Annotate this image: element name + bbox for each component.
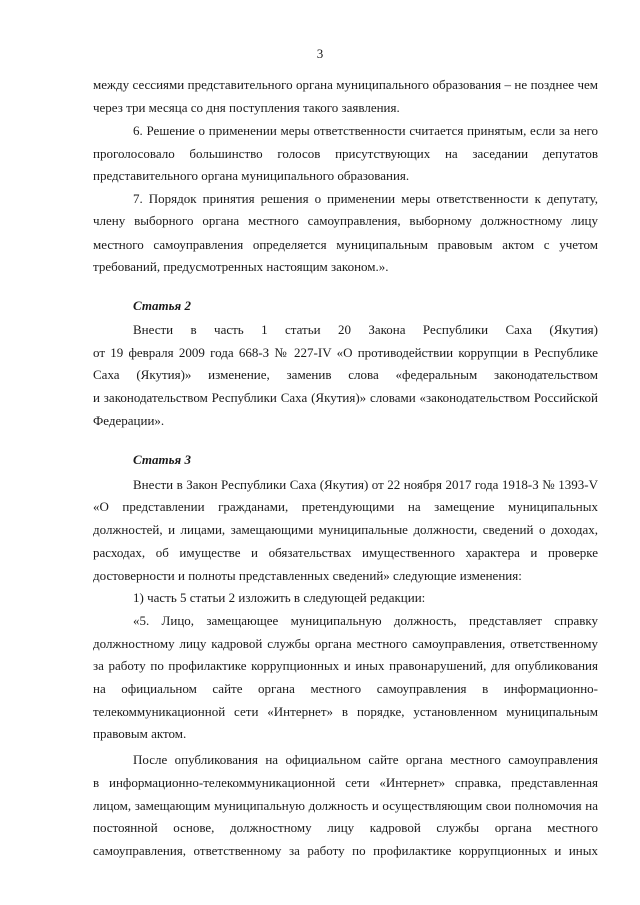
text-line: должностей, и лицами, замещающими муниципальные должности, сведений о доходах, bbox=[93, 522, 598, 537]
text-line: лицом, замещающим муниципальную должность и осуществляющим свои полномочия на bbox=[93, 798, 598, 813]
text-line: в информационно-телекоммуникационной сети «Интернет» справка, представленная bbox=[93, 775, 598, 790]
text-line: проголосовало большинство голосов присутствующих на заседании депутатов bbox=[93, 146, 598, 161]
text-line: достоверности и полноты представленных сведений» следующие изменения: bbox=[93, 568, 522, 583]
text-line: Внести в Закон Республики Саха (Якутия) от 22 ноября 2017 года 1918-З № 1393-V bbox=[133, 477, 598, 492]
text-line: представительного органа муниципального образования. bbox=[93, 168, 410, 183]
article-heading: Статья 3 bbox=[133, 452, 191, 467]
text-line: самоуправления, ответственному за работу по профилактике коррупционных и иных bbox=[93, 843, 598, 858]
text-line: После опубликования на официальном сайте органа местного самоуправления bbox=[133, 752, 598, 767]
text-line: телекоммуникационной сети «Интернет» в порядке, установленном муниципальным bbox=[93, 704, 598, 719]
text-line: «О представлении гражданами, претендующими на замещение муниципальных bbox=[93, 499, 598, 514]
text-line: члену выборного органа местного самоуправления, выборному должностному лицу bbox=[93, 213, 598, 228]
text-line: Федерации». bbox=[93, 413, 165, 428]
text-line: расходах, об имуществе и обязательствах имущественного характера и проверке bbox=[93, 545, 598, 560]
text-line: от 19 февраля 2009 года 668-З № 227-IV «О противодействии коррупции в Республике bbox=[93, 345, 598, 360]
text-line: должностному лицу кадровой службы органа местного самоуправления, ответственному bbox=[93, 636, 598, 651]
text-line: «5. Лицо, замещающее муниципальную должность, представляет справку bbox=[133, 613, 598, 628]
text-line: на официальном сайте органа местного самоуправления в информационно- bbox=[93, 681, 598, 696]
text-line: требований, предусмотренных настоящим законом.». bbox=[93, 259, 389, 274]
text-line: 6. Решение о применении меры ответственности считается принятым, если за него bbox=[133, 123, 598, 138]
text-line: через три месяца со дня поступления такого заявления. bbox=[93, 100, 400, 115]
page-number: 3 bbox=[316, 46, 324, 61]
text-line: между сессиями представительного органа муниципального образования – не позднее чем bbox=[93, 77, 598, 92]
text-line: за работу по профилактике коррупционных и иных правонарушений, для опубликования bbox=[93, 658, 598, 673]
text-line: 1) часть 5 статьи 2 изложить в следующей редакции: bbox=[133, 590, 426, 605]
article-heading: Статья 2 bbox=[133, 298, 191, 313]
text-line: и законодательством Республики Саха (Якутия)» словами «законодательством Российской bbox=[93, 390, 598, 405]
text-line: 7. Порядок принятия решения о применении меры ответственности к депутату, bbox=[133, 191, 598, 206]
text-line: постоянной основе, должностному лицу кадровой службы органа местного bbox=[93, 820, 598, 835]
text-line: Внести в часть 1 статьи 20 Закона Республики Саха (Якутия) bbox=[133, 322, 598, 337]
text-line: правовым актом. bbox=[93, 726, 187, 741]
text-line: Саха (Якутия)» изменение, заменив слова «федеральным законодательством bbox=[93, 367, 598, 382]
text-line: местного самоуправления определяется муниципальным правовым актом с учетом bbox=[93, 237, 598, 252]
